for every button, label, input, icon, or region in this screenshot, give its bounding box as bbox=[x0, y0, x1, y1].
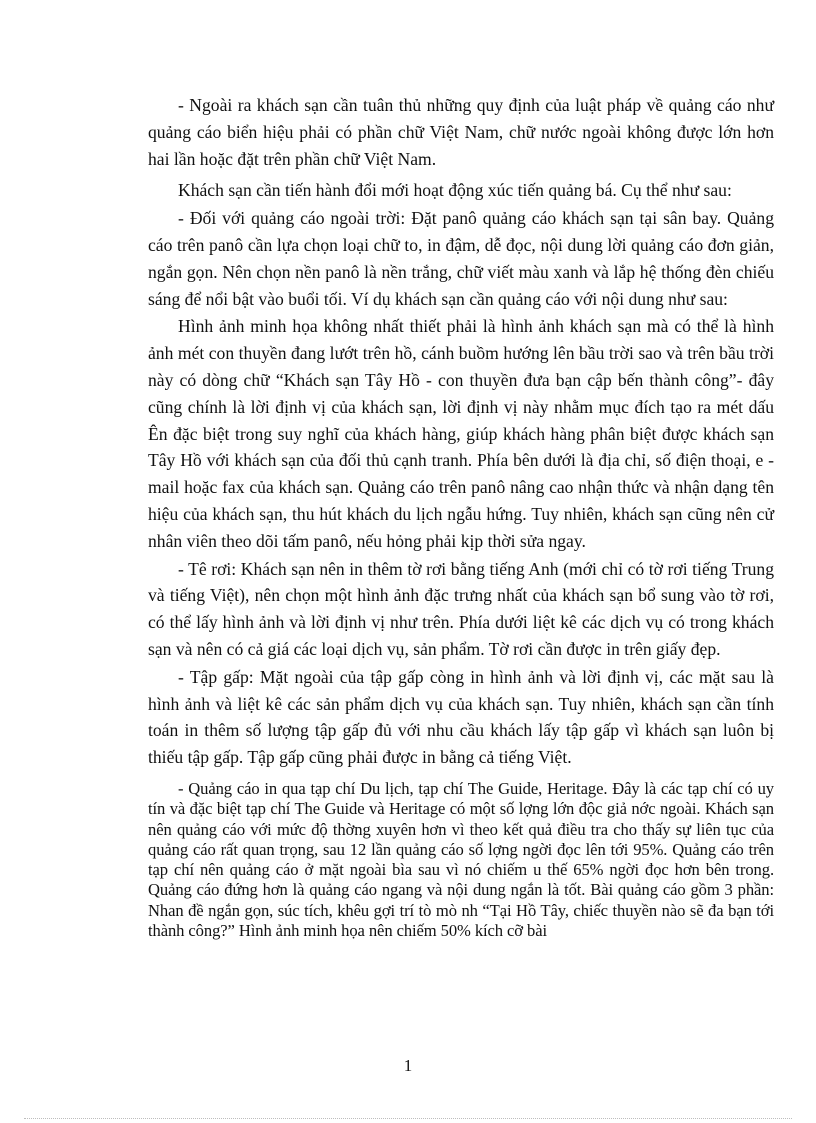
paragraph-legal-compliance: - Ngoài ra khách sạn cần tuân thủ những quy định của luật pháp về quảng cáo như quảng cáo biển hiệu phải có phần chữ Việt Nam, chữ nước ngoài không được lớn hơn hai lần hoặc đặt trên phần chữ Việt Nam. bbox=[148, 95, 774, 169]
paragraph-brochures: - Tập gấp: Mặt ngoài của tập gấp còng in hình ảnh và lời định vị, các mặt sau là hình ảnh và liệt kê các sản phẩm dịch vụ của khách sạn. Tuy nhiên, khách sạn cần tính toán in thêm số lượng tập gấp đủ với nhu cầu khách lấy tập gấp vì khách sạn luôn bị thiếu tập gấp. Tập gấp cũng phải được in bằng cả tiếng Việt. bbox=[148, 666, 774, 768]
paragraph-magazine-advertising: - Quảng cáo in qua tạp chí Du lịch, tạp chí The Guide, Heritage. Đây là các tạp chí có uy tín và đặc biệt tạp chí The Guide và Heritage có một số lợng lớn độc giả nớc ngoài. Khách sạn nên quảng cáo với mức độ thờng xuyên hơn vì theo kết quả điều tra cho thấy sự liên tục của quảng cáo rất quan trọng, sau 12 lần quảng cáo số lợng ngời đọc lên tới 95%. Quảng cáo trên tạp chí nên quảng cáo ở mặt ngoài bìa sau vì nó chiếm u thế 65% ngời đọc hơn bên trong. Quảng cáo đứng hơn là quảng cáo ngang và nội dung ngắn là tốt. Bài quảng cáo gồm 3 phần: Nhan đề ngắn gọn, súc tích, khêu gợi trí tò mò nh “Tại Hồ Tây, chiếc thuyền nào sẽ đa bạn tới thành công?” Hình ảnh minh họa nên chiếm 50% kích cỡ bài bbox=[148, 778, 774, 940]
page-number: 1 bbox=[403, 1056, 413, 1075]
document-body bbox=[148, 92, 774, 941]
paragraph-illustration-description: Hình ảnh minh họa không nhất thiết phải là hình ảnh khách sạn mà có thể là hình ảnh mét con thuyền đang lướt trên hồ, cánh buồm hướng lên bầu trời sao và trên bầu trời này có dòng chữ “Khách sạn Tây Hồ - con thuyền đưa bạn cập bến thành công”- đây cũng chính là lời định vị của khách sạn, lời định vị này nhằm mục đích tạo ra mét dấu Ên đặc biệt trong suy nghĩ của khách hàng, giúp khách hàng phân biệt được khách sạn Tây Hồ với khách sạn của đối thủ cạnh tranh. Phía bên dưới là địa chỉ, số điện thoại, e - mail hoặc fax của khách sạn. Quảng cáo trên panô nâng cao nhận thức và nhận dạng tên hiệu của khách sạn, thu hút khách du lịch ngẫu hứng. Tuy nhiên, khách sạn cũng nên cử nhân viên theo dõi tấm panô, nếu hỏng phải kịp thời sửa ngay. bbox=[148, 316, 774, 551]
paragraph-leaflets: - Tê rơi: Khách sạn nên in thêm tờ rơi bằng tiếng Anh (mới chỉ có tờ rơi tiếng Trung và tiếng Việt), nên chọn một hình ảnh đặc trưng nhất của khách sạn bổ sung vào tờ rơi, có thể lấy hình ảnh và lời định vị như trên. Phía dưới liệt kê các dịch vụ có trong khách sạn và nên có cả giá các loại dịch vụ, sản phẩm. Tờ rơi cần được in trên giấy đẹp. bbox=[148, 558, 774, 659]
paragraph-promotion-renewal: Khách sạn cần tiến hành đổi mới hoạt động xúc tiến quảng bá. Cụ thể như sau: bbox=[178, 180, 732, 201]
paragraph-outdoor-advertising: - Đối với quảng cáo ngoài trời: Đặt panô quảng cáo khách sạn tại sân bay. Quảng cáo trên panô cần lựa chọn loại chữ to, in đậm, dễ đọc, nội dung lời quảng cáo đơn giản, ngắn gọn. Nên chọn nền panô là nền trắng, chữ viết màu xanh và lắp hệ thống đèn chiếu sáng để nổi bật vào buổi tối. Ví dụ khách sạn cần quảng cáo với nội dung như sau: bbox=[148, 208, 774, 309]
page-bottom-divider bbox=[24, 1118, 792, 1119]
